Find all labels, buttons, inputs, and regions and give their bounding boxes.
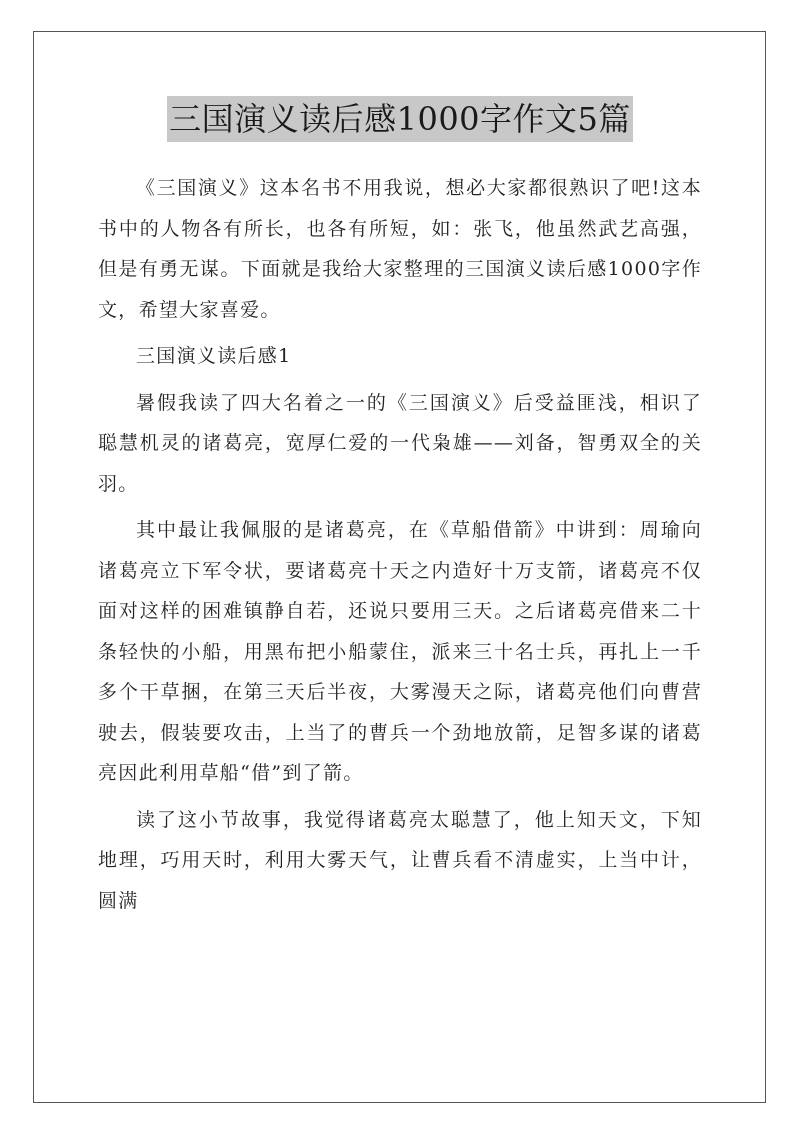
document-body [98, 168, 702, 921]
body-paragraph: 读了这小节故事，我觉得诸葛亮太聪慧了，他上知天文，下知地理，巧用天时，利用大雾天气，让曹兵看不清虚实，上当中计，圆满 [98, 808, 702, 912]
section-heading: 三国演义读后感1 [136, 345, 292, 367]
document-title: 三国演义读后感1000字作文5篇 [167, 96, 633, 142]
body-paragraph: 暑假我读了四大名着之一的《三国演义》后受益匪浅，相识了聪慧机灵的诸葛亮，宽厚仁爱的一代枭雄——刘备，智勇双全的关羽。 [98, 391, 702, 495]
intro-paragraph: 《三国演义》这本名书不用我说，想必大家都很熟识了吧!这本书中的人物各有所长，也各有所短，如：张飞，他虽然武艺高强，但是有勇无谋。下面就是我给大家整理的三国演义读后感1000字作文，希望大家喜爱。 [98, 177, 702, 321]
body-paragraph: 其中最让我佩服的是诸葛亮，在《草船借箭》中讲到：周瑜向诸葛亮立下军令状，要诸葛亮十天之内造好十万支箭，诸葛亮不仅面对这样的困难镇静自若，还说只要用三天。之后诸葛亮借来二十条轻快的小船，用黑布把小船蒙住，派来三十名士兵，再扎上一千多个干草捆，在第三天后半夜，大雾漫天之际，诸葛亮他们向曹营驶去，假装要攻击，上当了的曹兵一个劲地放箭，足智多谋的诸葛亮因此利用草船“借”到了箭。 [98, 519, 702, 784]
title-container [0, 96, 800, 142]
